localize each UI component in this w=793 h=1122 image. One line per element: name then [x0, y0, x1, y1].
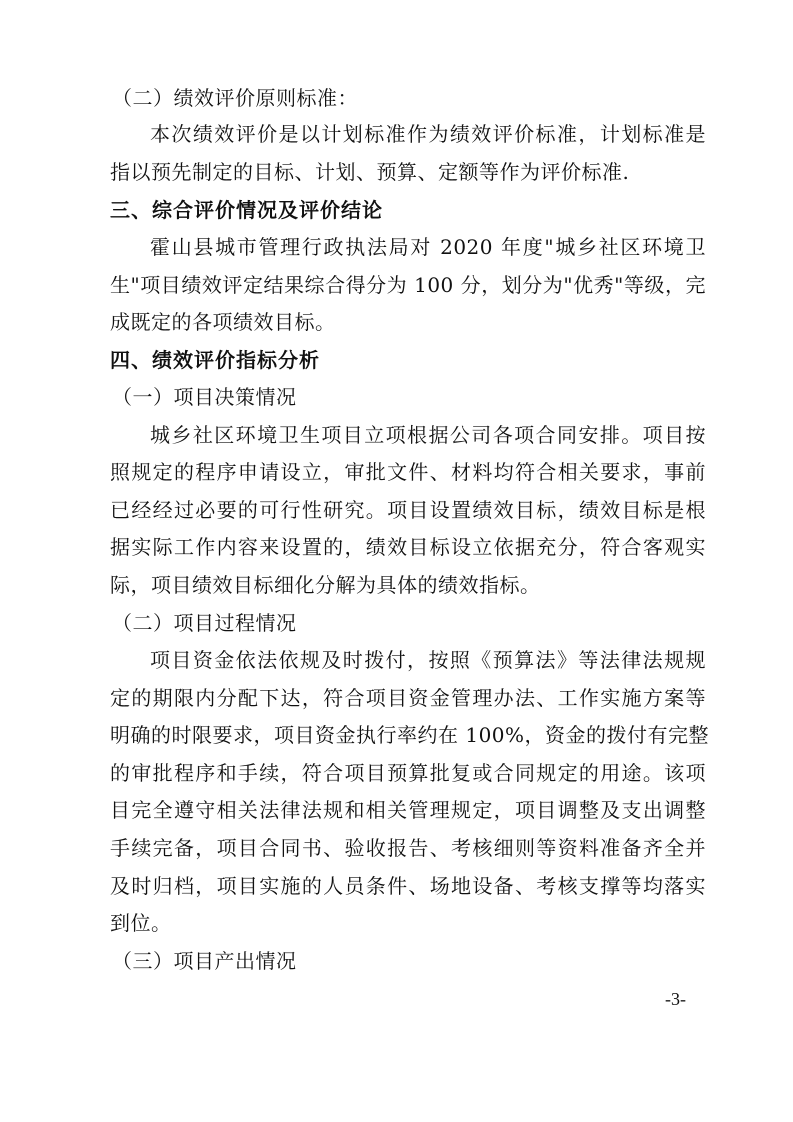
- subsection-heading-project-decision: （一）项目决策情况: [112, 385, 297, 409]
- paragraph-line: 项目资金依法依规及时拨付，按照《预算法》等法律法规规: [150, 648, 706, 672]
- section-heading-overall-evaluation: 三、综合评价情况及评价结论: [110, 198, 383, 222]
- paragraph-line: 指以预先制定的目标、计划、预算、定额等作为评价标准.: [110, 160, 630, 184]
- paragraph-line: 目完全遵守相关法律法规和相关管理规定，项目调整及支出调整: [110, 798, 706, 822]
- section-heading-indicator-analysis: 四、绩效评价指标分析: [110, 348, 320, 372]
- subsection-heading-project-output: （三）项目产出情况: [112, 949, 297, 973]
- paragraph-line: 及时归档，项目实施的人员条件、场地设备、考核支撑等均落实: [110, 874, 706, 898]
- paragraph-line: 明确的时限要求，项目资金执行率约在 100%，资金的拨付有完整: [110, 723, 710, 747]
- paragraph-line: 到位。: [110, 911, 172, 935]
- paragraph-line: 本次绩效评价是以计划标准作为绩效评价标准，计划标准是: [150, 122, 706, 146]
- paragraph-line: 霍山县城市管理行政执法局对 2020 年度"城乡社区环境卫: [150, 235, 706, 259]
- subsection-heading-evaluation-standard: （二）绩效评价原则标准：: [112, 86, 358, 110]
- page-number: -3-: [665, 989, 686, 1009]
- paragraph-line: 生"项目绩效评定结果综合得分为 100 分，划分为"优秀"等级，完: [110, 273, 706, 297]
- paragraph-line: 的审批程序和手续，符合项目预算批复或合同规定的用途。该项: [110, 761, 706, 785]
- subsection-heading-project-process: （二）项目过程情况: [112, 611, 297, 635]
- paragraph-line: 城乡社区环境卫生项目立项根据公司各项合同安排。项目按: [150, 423, 706, 447]
- paragraph-line: 已经经过必要的可行性研究。项目设置绩效目标，绩效目标是根: [110, 498, 706, 522]
- paragraph-line: 照规定的程序申请设立，审批文件、材料均符合相关要求，事前: [110, 460, 706, 484]
- paragraph-line: 成既定的各项绩效目标。: [110, 310, 336, 334]
- paragraph-line: 手续完备，项目合同书、验收报告、考核细则等资料准备齐全并: [110, 836, 706, 860]
- paragraph-line: 据实际工作内容来设置的，绩效目标设立依据充分，符合客观实: [110, 535, 706, 559]
- paragraph-line: 定的期限内分配下达，符合项目资金管理办法、工作实施方案等: [110, 686, 706, 710]
- paragraph-line: 际，项目绩效目标细化分解为具体的绩效指标。: [110, 573, 541, 597]
